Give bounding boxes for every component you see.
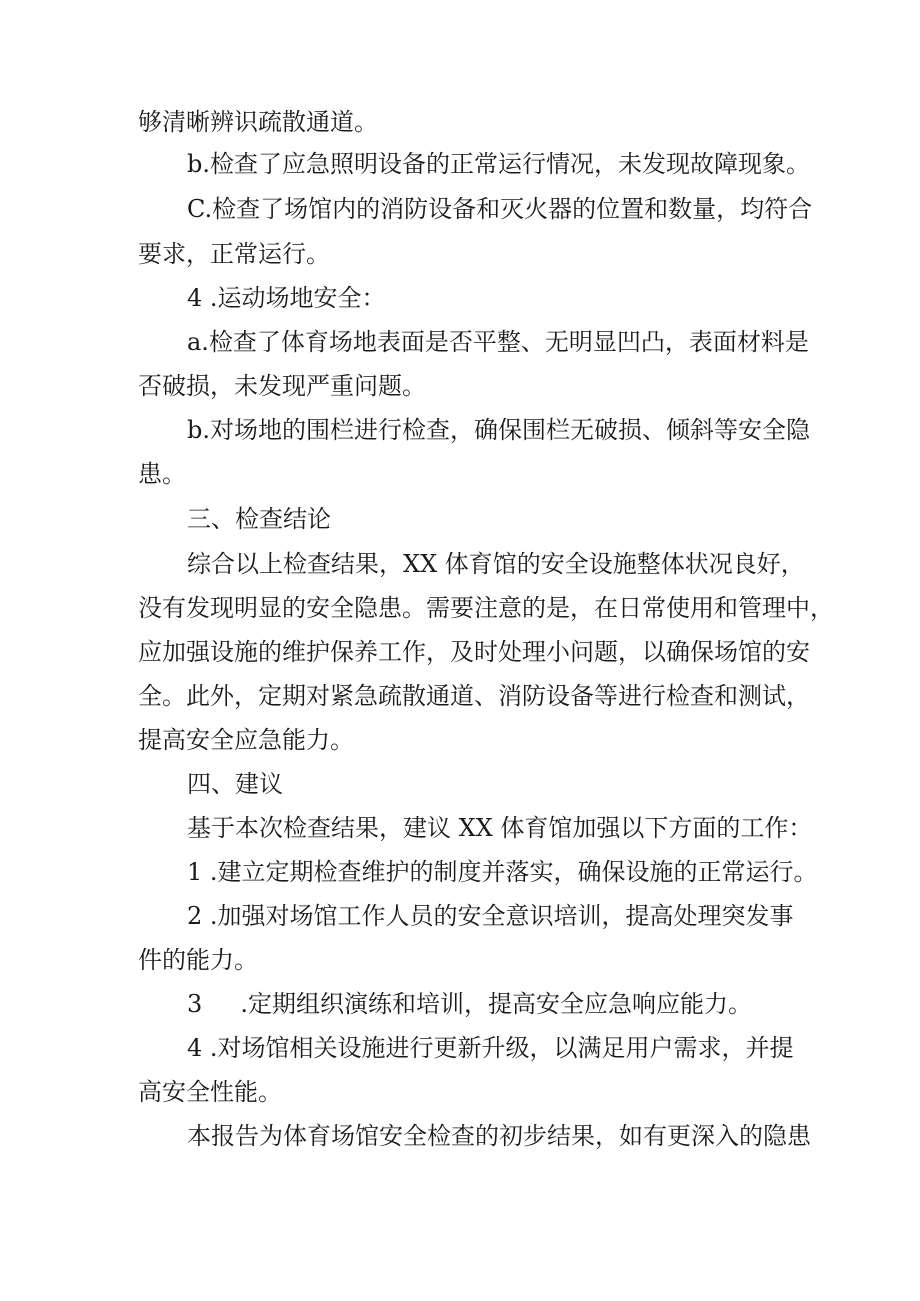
text-line: b.对场地的围栏进行检查，确保围栏无破损、倾斜等安全隐: [187, 416, 810, 444]
list-item: 2 .加强对场馆工作人员的安全意识培训，提高处理突发事: [187, 902, 794, 930]
text-line: 提高安全应急能力。: [138, 726, 354, 754]
text-line: 本报告为体育场馆安全检查的初步结果，如有更深入的隐患: [187, 1122, 811, 1150]
text-line: a.检查了体育场地表面是否平整、无明显凹凸，表面材料是: [187, 328, 809, 356]
section-heading: 三、检查结论: [187, 505, 331, 533]
text-line: 患。: [138, 460, 186, 488]
text-line: 没有发现明显的安全隐患。需要注意的是，在日常使用和管理中，: [138, 594, 834, 622]
text-line: 要求，正常运行。: [138, 240, 330, 268]
text-line: 否破损，未发现严重问题。: [138, 372, 426, 400]
text-line: 应加强设施的维护保养工作，及时处理小问题，以确保场馆的安: [138, 638, 810, 666]
text-line: 基于本次检查结果，建议 XX 体育馆加强以下方面的工作：: [187, 814, 813, 842]
text-line: C.检查了场馆内的消防设备和灭火器的位置和数量，均符合: [187, 195, 813, 223]
list-item: 4 .对场馆相关设施进行更新升级，以满足用户需求，并提: [187, 1034, 794, 1062]
text-line: 全。此外，定期对紧急疏散通道、消防设备等进行检查和测试，: [138, 682, 810, 710]
list-item: 3 .定期组织演练和培训，提高安全应急响应能力。: [187, 990, 753, 1018]
text-line: 综合以上检查结果，XX 体育馆的安全设施整体状况良好，: [187, 550, 805, 578]
text-line: 件的能力。: [138, 946, 258, 974]
section-heading: 4 .运动场地安全：: [187, 284, 386, 312]
text-line: 够清晰辨识疏散通道。: [138, 108, 378, 136]
text-line: b.检查了应急照明设备的正常运行情况，未发现故障现象。: [187, 150, 810, 178]
list-item: 1 .建立定期检查维护的制度并落实，确保设施的正常运行。: [187, 858, 818, 886]
section-heading: 四、建议: [187, 770, 283, 798]
text-line: 高安全性能。: [138, 1078, 282, 1106]
